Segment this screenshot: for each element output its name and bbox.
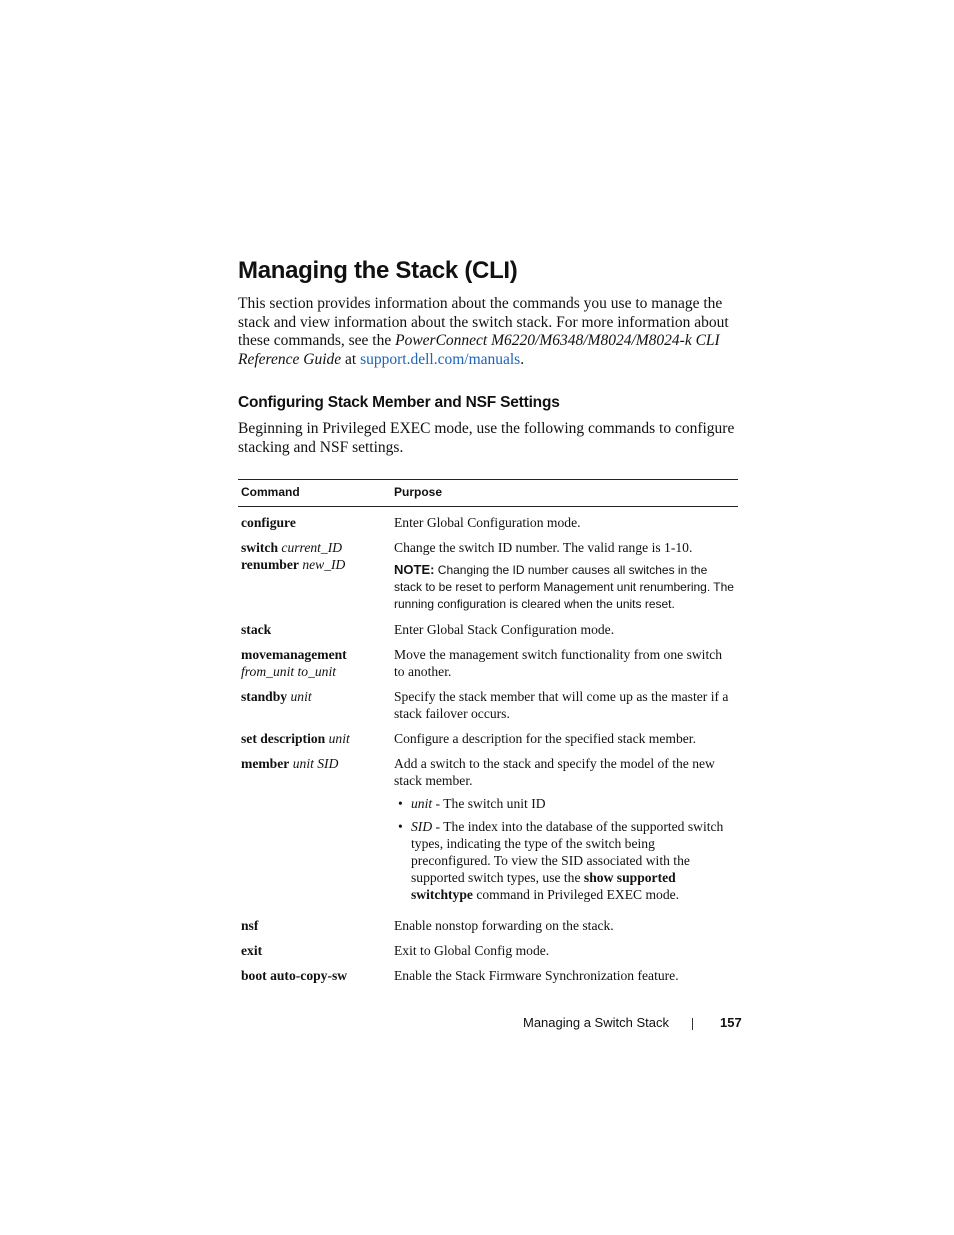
- command-nsf: nsf: [241, 918, 259, 934]
- footer-section: Managing a Switch Stack: [523, 1015, 669, 1030]
- command-switch-renumber: [238, 532, 391, 614]
- bullet-list: [394, 795, 735, 903]
- intro-text-at: at: [341, 351, 361, 369]
- command-stack: stack: [241, 622, 272, 638]
- purpose-cell: Enter Global Configuration mode.: [394, 515, 581, 531]
- page-content: [238, 254, 738, 985]
- header-purpose: Purpose: [391, 480, 738, 507]
- command-arg: new_ID: [302, 557, 346, 573]
- table-row: [238, 723, 738, 748]
- command-arg: unit SID: [292, 756, 339, 772]
- list-item: [411, 795, 735, 812]
- table-row: [238, 681, 738, 723]
- command-boot-auto-copy: boot auto-copy-sw: [241, 968, 348, 984]
- page-footer: [523, 1014, 742, 1032]
- intro-text: This section provides information about the commands you use to manage the stack and view information about the switch stack. For more information about these commands, see the: [238, 295, 729, 350]
- purpose-cell: Change the switch ID number. The valid range is 1-10.: [394, 540, 693, 556]
- command-exit: exit: [241, 943, 263, 959]
- table-row: [238, 960, 738, 985]
- table-header-row: [238, 480, 738, 507]
- table-row: [238, 614, 738, 639]
- command-keyword: member: [241, 756, 290, 772]
- section-paragraph: Beginning in Privileged EXEC mode, use the following commands to configure stacking and NSF settings.: [238, 419, 735, 456]
- table-row: [238, 639, 738, 681]
- note-text: Changing the ID number causes all switches in the stack to be reset to perform Management unit renumbering. The running configuration is cleared when the units reset.: [394, 563, 734, 612]
- command-keyword: set description: [241, 731, 326, 747]
- purpose-cell: Exit to Global Config mode.: [394, 943, 550, 959]
- table-row: [238, 910, 738, 935]
- purpose-cell: Enable the Stack Firmware Synchronization feature.: [394, 968, 679, 984]
- intro-paragraph: [238, 295, 738, 370]
- purpose-cell: Enable nonstop forwarding on the stack.: [394, 918, 614, 934]
- purpose-cell: Configure a description for the specified stack member.: [394, 731, 696, 747]
- command-arg: unit: [328, 731, 350, 747]
- bullet-command: show supported switchtype: [411, 870, 676, 903]
- bullet-term: SID: [411, 819, 433, 835]
- command-set-description: [238, 723, 391, 748]
- purpose-cell: Enter Global Stack Configuration mode.: [394, 622, 615, 638]
- command-arg: from_unit to_unit: [241, 664, 337, 680]
- table-row: [238, 748, 738, 910]
- table-row: [238, 532, 738, 614]
- command-member: [238, 748, 391, 910]
- section-heading: Configuring Stack Member and NSF Settings: [238, 393, 560, 411]
- bullet-term: unit: [411, 796, 433, 812]
- command-keyword: renumber: [241, 557, 299, 573]
- table-row: [238, 507, 738, 533]
- list-item: [411, 818, 735, 903]
- header-command: Command: [238, 480, 391, 507]
- purpose-cell: Specify the stack member that will come up as the master if a stack failover occurs.: [394, 689, 729, 722]
- command-arg: current_ID: [281, 540, 343, 556]
- command-keyword: standby: [241, 689, 288, 705]
- page-title: Managing the Stack (CLI): [238, 257, 518, 284]
- command-arg: unit: [290, 689, 312, 705]
- purpose-cell: Add a switch to the stack and specify the model of the new stack member.: [394, 756, 715, 789]
- table-row: [238, 935, 738, 960]
- command-keyword: switch: [241, 540, 279, 556]
- support-link[interactable]: support.dell.com/manuals: [360, 351, 521, 369]
- intro-period: .: [520, 351, 525, 369]
- guide-title: PowerConnect M6220/M6348/M8024/M8024-k CLI Reference Guide: [238, 332, 720, 369]
- command-configure: configure: [241, 515, 296, 531]
- note-label: NOTE:: [394, 562, 435, 578]
- footer-divider: [692, 1018, 693, 1030]
- bullet-tail: command in Privileged EXEC mode.: [472, 887, 680, 903]
- purpose-cell: Move the management switch functionality from one switch to another.: [394, 647, 723, 680]
- command-movemanagement: [238, 639, 391, 681]
- command-table: [238, 479, 738, 985]
- bullet-text: - The switch unit ID: [432, 796, 546, 812]
- command-standby: [238, 681, 391, 723]
- page-number: 157: [720, 1015, 742, 1030]
- command-keyword: movemanagement: [241, 647, 347, 663]
- bullet-text: - The index into the database of the supported switch types, indicating the type of the switch being preconfigured. To view the SID associated with the supported switch types, use the: [411, 819, 724, 886]
- note-block: [394, 561, 735, 613]
